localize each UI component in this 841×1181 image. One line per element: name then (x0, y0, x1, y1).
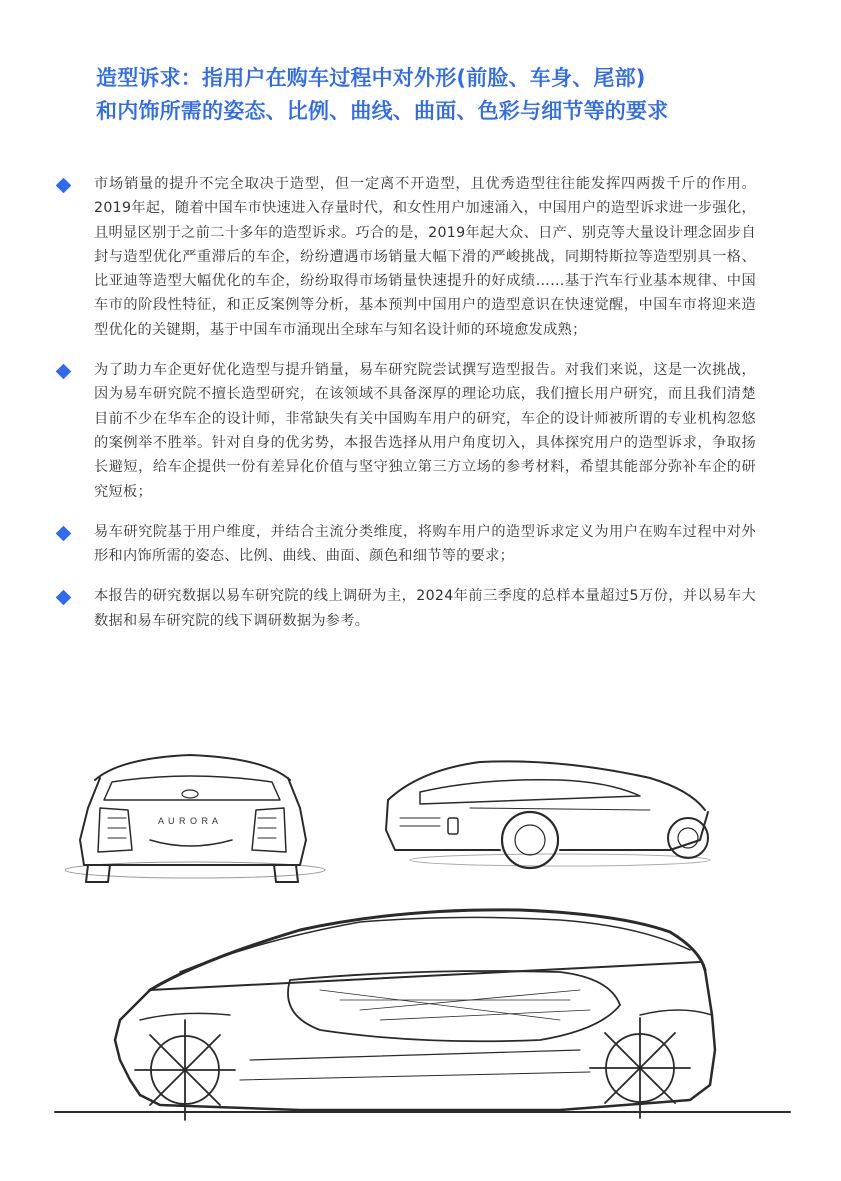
bullet-item (56, 358, 756, 504)
front-wheel-sketch (590, 1018, 690, 1118)
car-side-view-sketch (386, 761, 710, 868)
page-title (96, 62, 796, 128)
car-sketch-illustration (0, 700, 841, 1140)
bullet-text: 为了助力车企更好优化造型与提升销量，易车研究院尝试撰写造型报告。对我们来说，这是一次挑战，因为易车研究院不擅长造型研究，在该领域不具备深厚的理论功底，我们擅长用户研究，而且我们清楚目前不少在华车企的设计师，非常缺失有关中国购车用户的研究，车企的设计师被所谓的专业机构忽悠的案例举不胜举。针对自身的优劣势，本报告选择从用户角度切入，具体探究用户的造型诉求，争取扬长避短，给车企提供一份有差异化价值与坚守独立第三方立场的参考材料，希望其能部分弥补车企的研究短板； (94, 362, 756, 500)
bullet-text: 易车研究院基于用户维度，并结合主流分类维度，将购车用户的造型诉求定义为用户在购车过程中对外形和内饰所需的姿态、比例、曲线、曲面、颜色和细节等的要求； (94, 523, 756, 565)
title-line-2: 和内饰所需的姿态、比例、曲线、曲面、色彩与细节等的要求 (96, 99, 669, 123)
diamond-bullet-icon (56, 590, 72, 606)
bullet-item (56, 520, 756, 569)
bullet-text: 本报告的研究数据以易车研究院的线上调研为主，2024年前三季度的总样本量超过5万份，并以易车大数据和易车研究院的线下调研数据为参考。 (94, 588, 756, 629)
car-front-view-sketch (65, 755, 325, 882)
aurora-badge-text: A U R O R A (158, 816, 220, 826)
car-large-side-sketch (55, 910, 790, 1120)
title-line-1: 造型诉求：指用户在购车过程中对外形(前脸、车身、尾部) (96, 66, 646, 90)
diamond-bullet-icon (56, 178, 72, 194)
diamond-bullet-icon (56, 526, 72, 542)
diamond-bullet-icon (56, 364, 72, 380)
bullet-text: 市场销量的提升不完全取决于造型，但一定离不开造型，且优秀造型往往能发挥四两拨千斤的作用。2019年起，随着中国车市快速进入存量时代，和女性用户加速涌入，中国用户的造型诉求进一步强化，且明显区别于之前二十多年的造型诉求。巧合的是，2019年起大众、日产、别克等大量设计理念固步自封与造型优化严重滞后的车企，纷纷遭遇市场销量大幅下滑的严峻挑战，同期特斯拉等造型别具一格、比亚迪等造型大幅优化的车企，纷纷取得市场销量快速提升的好成绩……基于汽车行业基本规律、中国车市的阶段性特征，和正反案例等分析，基本预判中国用户的造型意识在快速觉醒，中国车市将迎来造型优化的关键期，基于中国车市涌现出全球车与知名设计师的环境愈发成熟； (94, 176, 756, 338)
bullet-item (56, 172, 756, 342)
rear-wheel-sketch (135, 1020, 235, 1120)
bullet-list (56, 172, 756, 649)
bullet-item (56, 584, 756, 633)
